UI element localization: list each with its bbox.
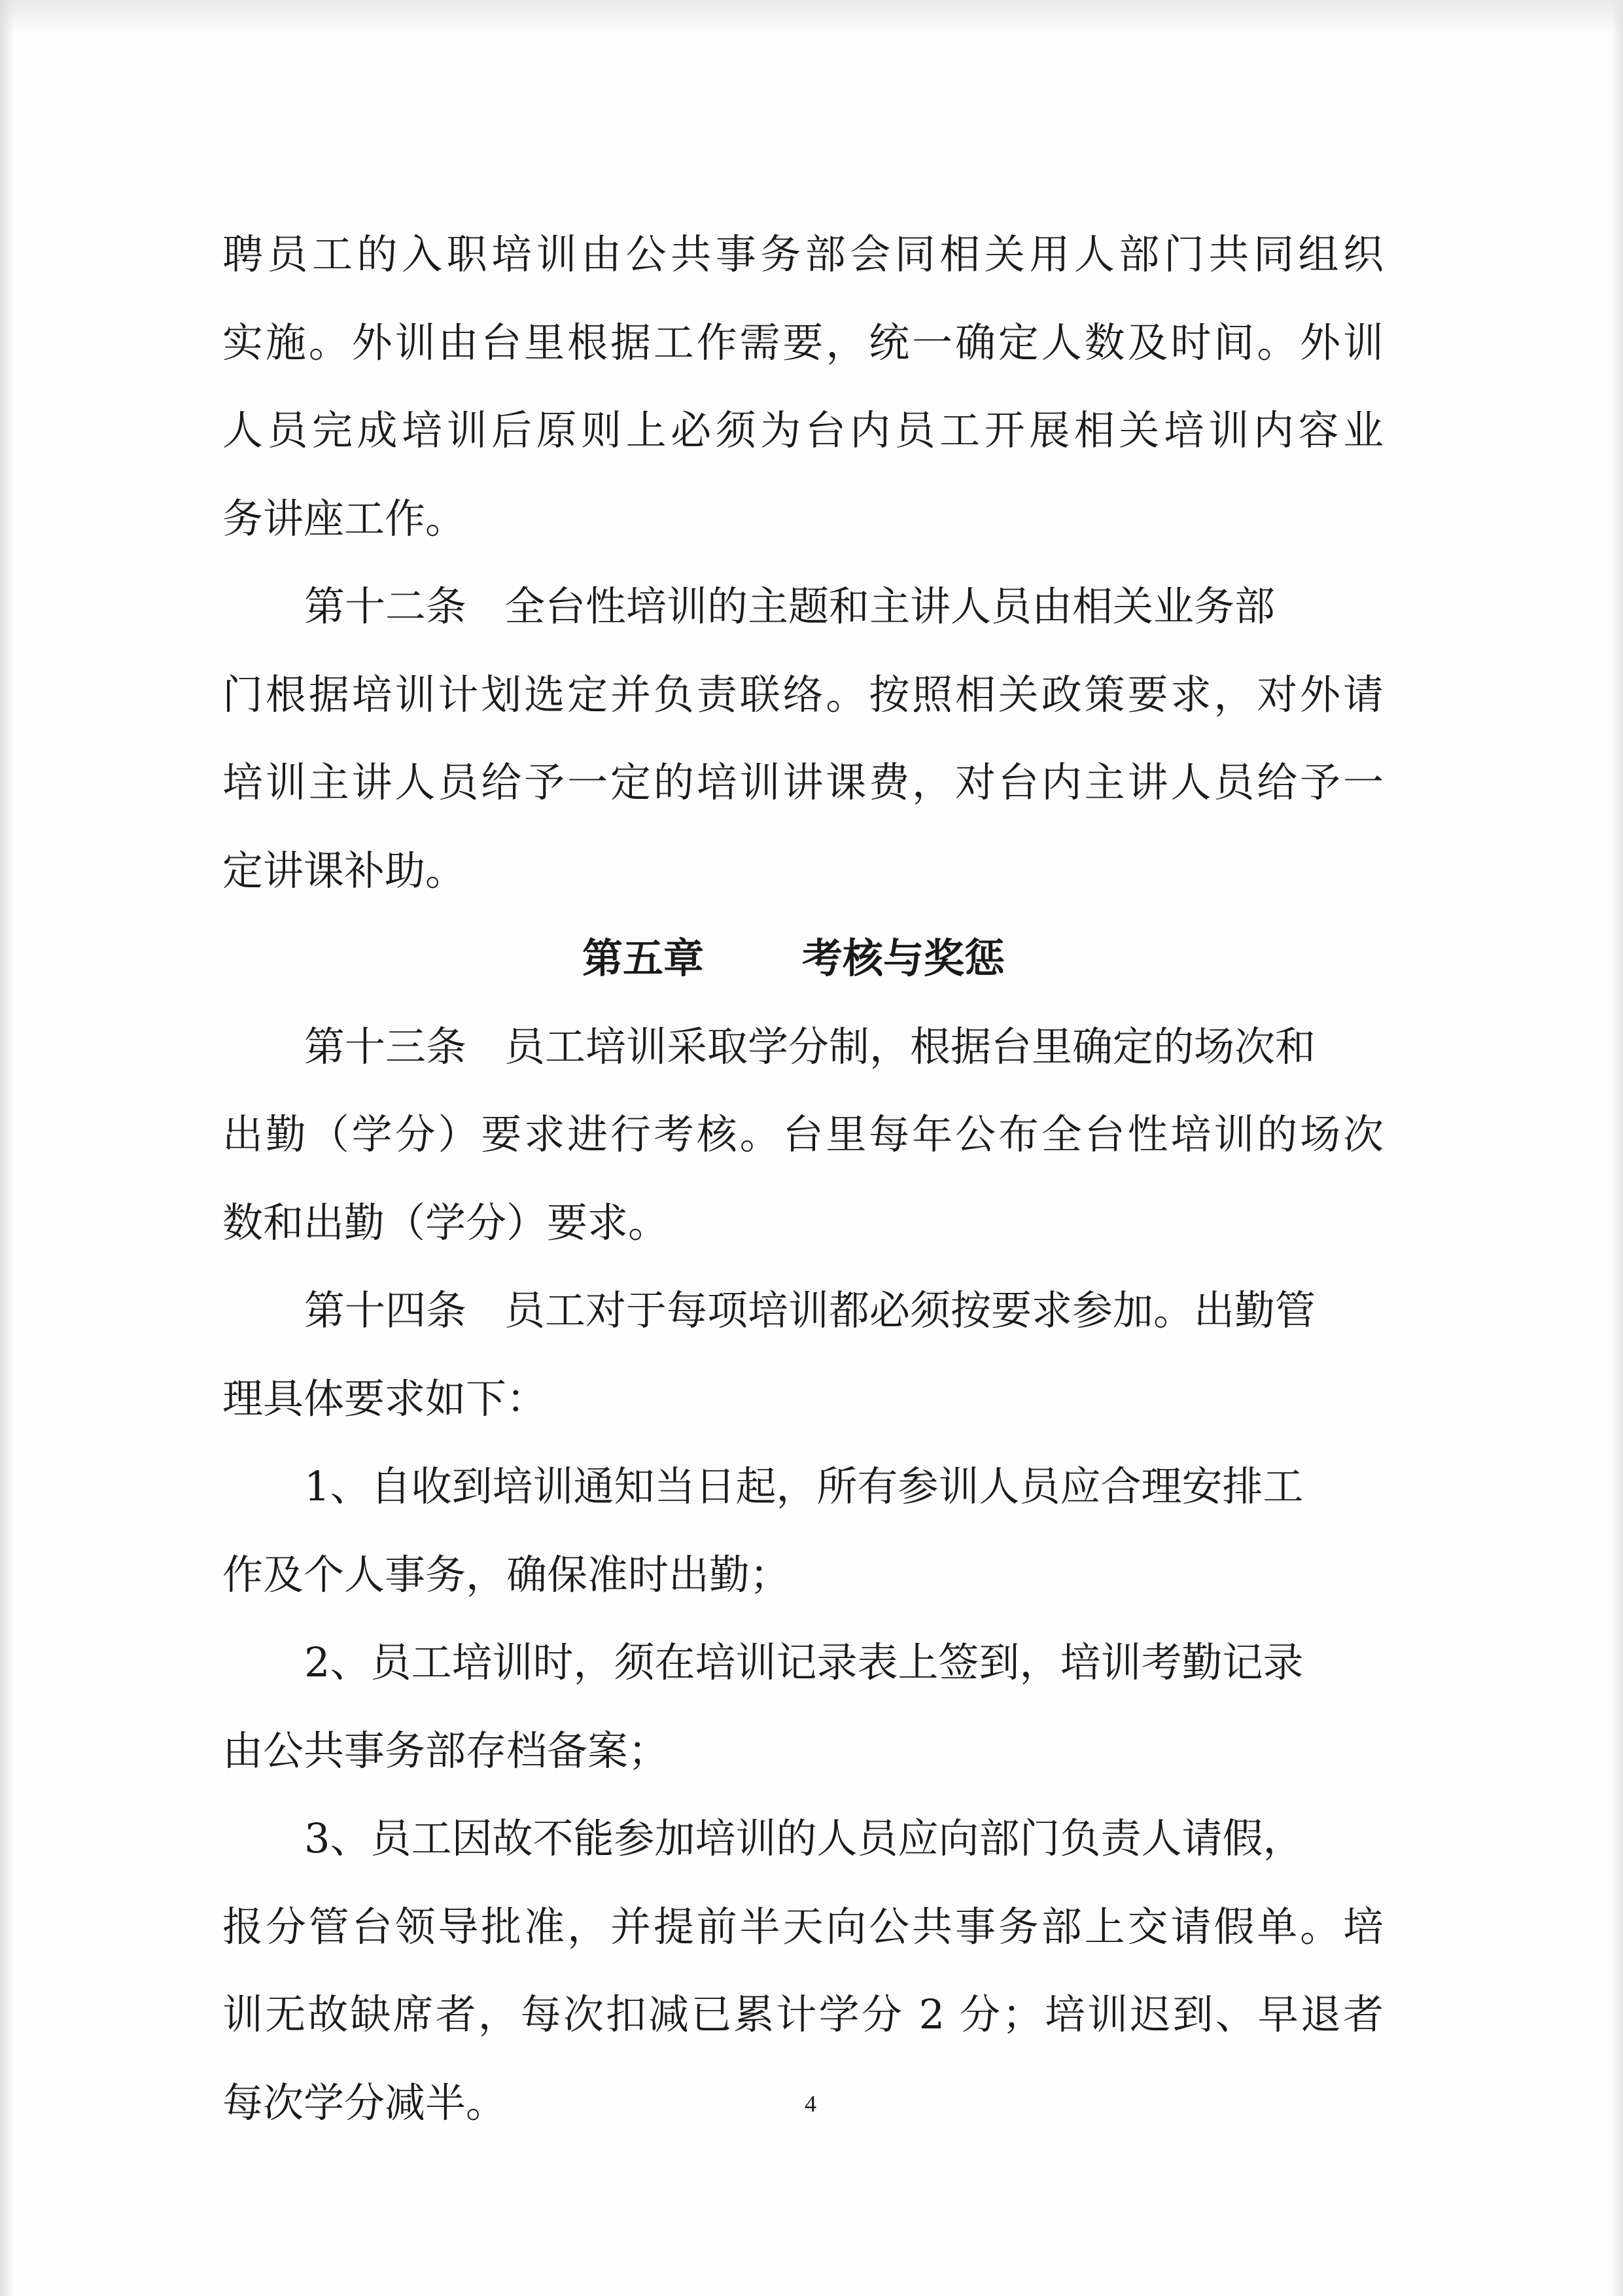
article-12-number: 第十二条 [304, 582, 467, 630]
chapter-number: 第五章 [582, 934, 705, 982]
paragraph-line: 训无故缺席者，每次扣减已累计学分 2 分；培训迟到、早退者 [222, 1990, 1384, 2038]
article-14-first-line [222, 1267, 1384, 1355]
scan-shadow-top [0, 0, 1623, 33]
list-item-3: 3、员工因故不能参加培训的人员应向部门负责人请假， [304, 1814, 1304, 1862]
paragraph-line: 定讲课补助。 [222, 846, 466, 894]
article-13-text: 员工培训采取学分制，根据台里确定的场次和 [504, 1022, 1316, 1070]
paragraph-line: 作及个人事务，确保准时出勤； [222, 1550, 791, 1598]
paragraph-line: 由公共事务部存档备案； [222, 1726, 669, 1775]
chapter-heading [222, 915, 1384, 1003]
paragraph-line: 实施。外训由台里根据工作需要，统一确定人数及时间。外训 [222, 318, 1384, 366]
document-body [222, 211, 1384, 2147]
paragraph-line: 门根据培训计划选定并负责联络。按照相关政策要求，对外请 [222, 670, 1384, 718]
paragraph-line: 聘员工的入职培训由公共事务部会同相关用人部门共同组织 [222, 230, 1384, 278]
paragraph-line: 培训主讲人员给予一定的培训讲课费，对台内主讲人员给予一 [222, 758, 1384, 806]
list-item-1: 1、自收到培训通知当日起，所有参训人员应合理安排工 [304, 1462, 1304, 1510]
article-12-text: 全台性培训的主题和主讲人员由相关业务部 [504, 582, 1276, 630]
list-item-2: 2、员工培训时，须在培训记录表上签到，培训考勤记录 [304, 1638, 1304, 1686]
paragraph-line: 务讲座工作。 [222, 494, 466, 542]
paragraph-line: 每次学分减半。 [222, 2078, 507, 2127]
article-14-number: 第十四条 [304, 1286, 467, 1334]
article-14-text: 员工对于每项培训都必须按要求参加。出勤管 [504, 1286, 1316, 1334]
article-13-number: 第十三条 [304, 1022, 467, 1070]
chapter-title: 考核与奖惩 [802, 934, 1005, 982]
paragraph-line: 理具体要求如下： [222, 1374, 548, 1422]
scan-shadow-left [0, 0, 14, 2296]
paragraph-line: 出勤（学分）要求进行考核。台里每年公布全台性培训的场次 [222, 1110, 1384, 1158]
paragraph-line: 报分管台领导批准，并提前半天向公共事务部上交请假单。培 [222, 1902, 1384, 1951]
paragraph-line: 人员完成培训后原则上必须为台内员工开展相关培训内容业 [222, 406, 1384, 454]
article-12-first-line [222, 563, 1384, 651]
page-number: 4 [805, 2091, 816, 2117]
scan-shadow-right [1611, 0, 1623, 2296]
paragraph-line: 数和出勤（学分）要求。 [222, 1198, 669, 1246]
article-13-first-line [222, 1003, 1384, 1091]
